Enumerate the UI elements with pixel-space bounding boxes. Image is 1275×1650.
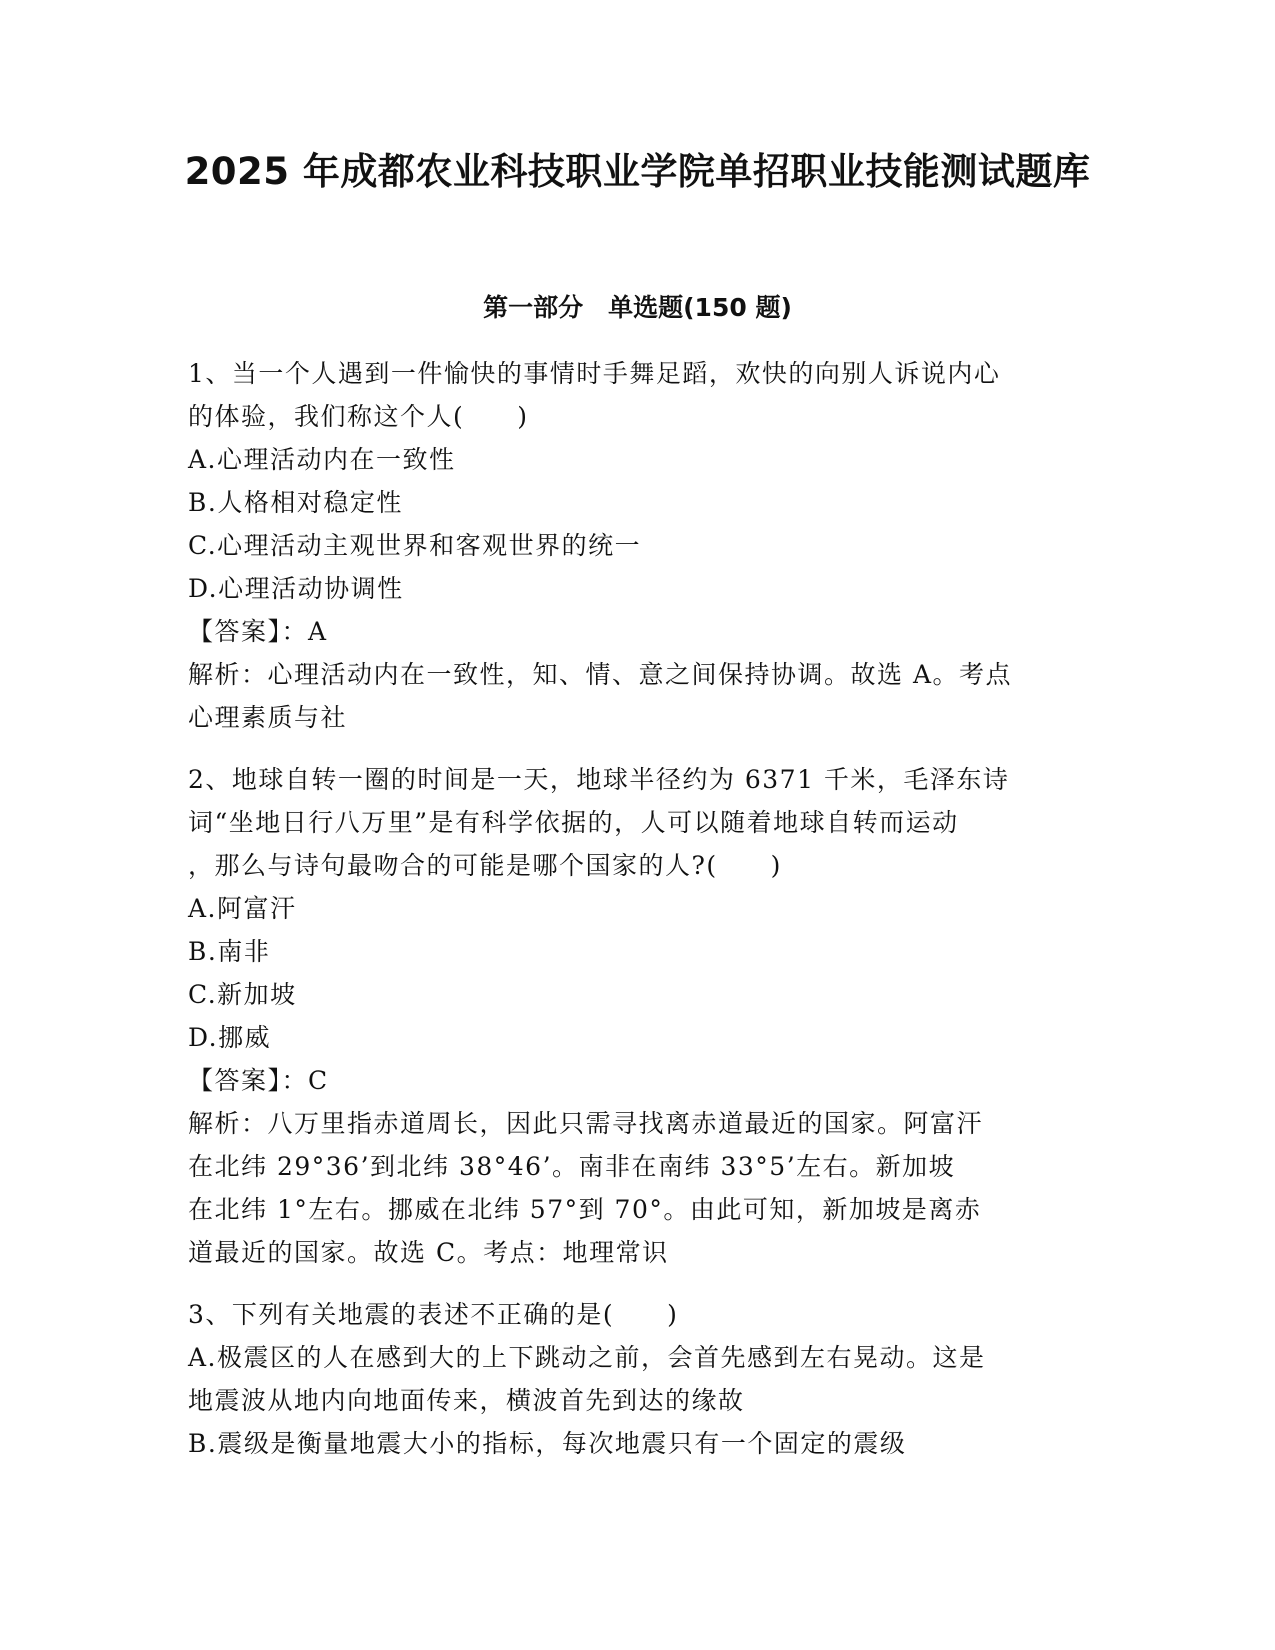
option-b: B.人格相对稳定性: [188, 488, 403, 517]
option-d: D.心理活动协调性: [188, 574, 404, 603]
option-b: B.震级是衡量地震大小的指标，每次地震只有一个固定的震级: [188, 1429, 907, 1458]
question-stem-line: 词“坐地日行八万里”是有科学依据的，人可以随着地球自转而运动: [188, 808, 959, 837]
option-c: C.新加坡: [188, 980, 297, 1009]
option-b: B.南非: [188, 937, 271, 966]
question-stem-line: 2、地球自转一圈的时间是一天，地球半径约为 6371 千米，毛泽东诗: [188, 765, 1010, 794]
document-title: 2025 年成都农业科技职业学院单招职业技能测试题库: [184, 150, 1091, 193]
question-stem-line: 3、下列有关地震的表述不正确的是( ): [188, 1300, 679, 1329]
explanation-line: 解析：心理活动内在一致性，知、情、意之间保持协调。故选 A。考点: [188, 660, 1013, 689]
question-stem-line: ，那么与诗句最吻合的可能是哪个国家的人?( ): [188, 851, 782, 880]
answer-line: 【答案】：C: [188, 1066, 329, 1095]
explanation-line: 解析：八万里指赤道周长，因此只需寻找离赤道最近的国家。阿富汗: [188, 1109, 984, 1138]
option-a: A.心理活动内在一致性: [188, 445, 456, 474]
explanation-line: 道最近的国家。故选 C。考点：地理常识: [188, 1238, 669, 1267]
section-heading: 第一部分 单选题(150 题): [483, 293, 792, 322]
explanation-line: 在北纬 1°左右。挪威在北纬 57°到 70°。由此可知，新加坡是离赤: [188, 1195, 982, 1224]
question-3: [188, 1293, 1088, 1465]
option-d: D.挪威: [188, 1023, 272, 1052]
question-2: [188, 758, 1088, 1274]
option-a-continued: 地震波从地内向地面传来，横波首先到达的缘故: [188, 1386, 745, 1415]
explanation-line: 在北纬 29°36’到北纬 38°46’。南非在南纬 33°5’左右。新加坡: [188, 1152, 956, 1181]
question-stem-line: 的体验，我们称这个人( ): [188, 402, 529, 431]
question-1: [188, 352, 1088, 739]
question-list: [188, 352, 1088, 1484]
option-c: C.心理活动主观世界和客观世界的统一: [188, 531, 642, 560]
question-stem-line: 1、当一个人遇到一件愉快的事情时手舞足蹈，欢快的向别人诉说内心: [188, 359, 1001, 388]
explanation-line: 心理素质与社: [188, 703, 348, 732]
option-a: A.极震区的人在感到大的上下跳动之前，会首先感到左右晃动。这是: [188, 1343, 986, 1372]
answer-line: 【答案】：A: [188, 617, 328, 646]
option-a: A.阿富汗: [188, 894, 297, 923]
